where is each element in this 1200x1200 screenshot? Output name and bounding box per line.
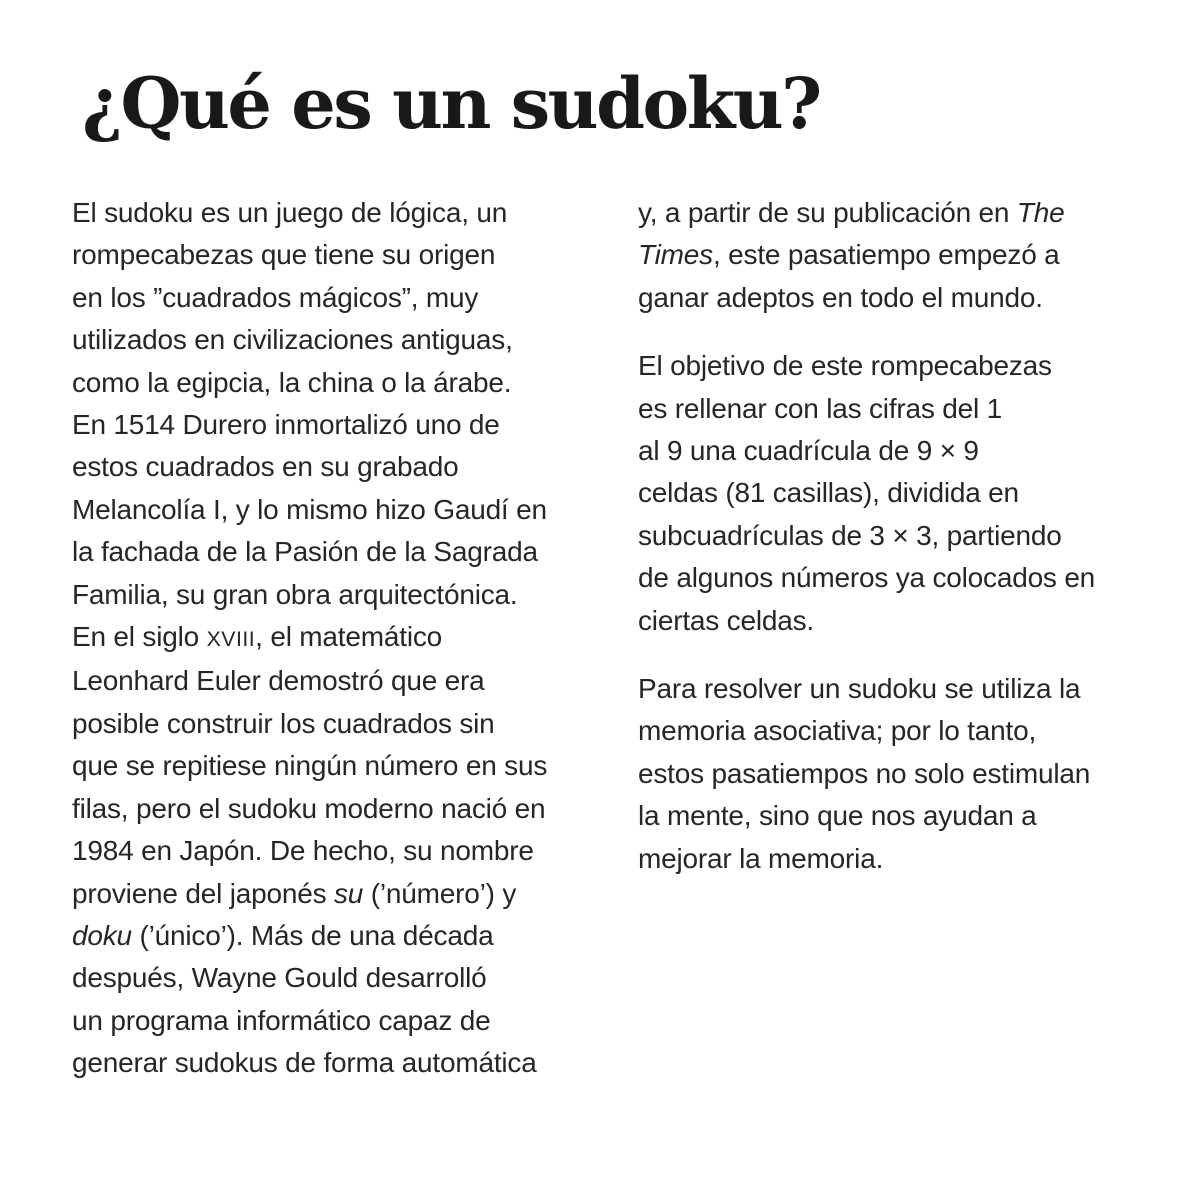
text-line [72, 788, 622, 830]
paragraph [72, 192, 622, 1085]
text-line [72, 703, 622, 745]
text-line [638, 472, 1168, 514]
text-segment: En el siglo [72, 621, 207, 653]
text-line [72, 404, 622, 446]
text-line [638, 838, 1168, 880]
text-segment: es rellenar con las cifras del 1 [638, 392, 1002, 424]
text-line [638, 192, 1168, 234]
text-line [638, 388, 1168, 430]
text-segment: la fachada de la Pasión de la Sagrada [72, 536, 538, 568]
text-line [72, 192, 622, 234]
paragraph [638, 668, 1168, 880]
text-line [638, 345, 1168, 387]
text-segment: , el matemático [255, 621, 443, 653]
text-segment: ciertas celdas. [638, 604, 814, 636]
text-segment: generar sudokus de forma automática [72, 1047, 537, 1079]
text-line [638, 430, 1168, 472]
text-segment: estos cuadrados en su grabado [72, 451, 459, 483]
right-column [638, 192, 1168, 880]
text-line [72, 319, 622, 361]
text-segment: estos pasatiempos no solo estimulan [638, 757, 1091, 789]
text-line [72, 362, 622, 404]
text-segment: mejorar la memoria. [638, 842, 884, 874]
text-segment: 1984 en Japón. De hecho, su nombre [72, 835, 534, 867]
paragraph [638, 192, 1168, 319]
text-segment: un programa informático capaz de [72, 1004, 491, 1036]
text-line [72, 489, 622, 531]
text-line [72, 446, 622, 488]
text-segment: El objetivo de este rompecabezas [638, 350, 1052, 382]
page-title: ¿Qué es un sudoku? [82, 62, 820, 145]
text-segment: memoria asociativa; por lo tanto, [638, 715, 1037, 747]
text-segment: utilizados en civilizaciones antiguas, [72, 324, 513, 356]
text-segment: en los ”cuadrados mágicos”, muy [72, 281, 479, 313]
text-segment: rompecabezas que tiene su origen [72, 239, 496, 271]
text-segment: Para resolver un sudoku se utiliza la [638, 673, 1081, 705]
text-segment: posible construir los cuadrados sin [72, 707, 495, 739]
text-segment: (’único’). Más de una década [131, 919, 494, 951]
text-segment: al 9 una cuadrícula de 9 × 9 [638, 435, 979, 467]
text-segment: la mente, sino que nos ayudan a [638, 800, 1037, 832]
text-line [72, 234, 622, 276]
paragraph [638, 345, 1168, 642]
text-line [638, 710, 1168, 752]
text-line [638, 600, 1168, 642]
text-segment: celdas (81 casillas), dividida en [638, 477, 1019, 509]
text-line [72, 915, 622, 957]
left-column [72, 192, 622, 1085]
italic-text: Times [638, 239, 713, 271]
text-line [72, 616, 622, 660]
text-segment: como la egipcia, la china o la árabe. [72, 366, 512, 398]
text-segment: , este pasatiempo empezó a [712, 239, 1060, 271]
text-line [72, 745, 622, 787]
text-segment: que se repitiese ningún número en sus [72, 750, 548, 782]
text-line [72, 531, 622, 573]
text-line [72, 1000, 622, 1042]
text-segment: ganar adeptos en todo el mundo. [638, 281, 1043, 313]
text-line [72, 660, 622, 702]
text-segment: (’número’) y [363, 877, 517, 909]
text-segment: de algunos números ya colocados en [638, 562, 1096, 594]
text-segment: filas, pero el sudoku moderno nació en [72, 792, 546, 824]
text-line [638, 795, 1168, 837]
text-segment: En 1514 Durero inmortalizó uno de [72, 409, 500, 441]
text-segment: y, a partir de su publicación en [638, 197, 1017, 228]
text-line [638, 277, 1168, 319]
smallcaps-text: XVIII [206, 627, 256, 652]
text-segment: subcuadrículas de 3 × 3, partiendo [638, 519, 1062, 551]
italic-text: The [1016, 197, 1065, 228]
text-line [638, 557, 1168, 599]
text-line [72, 957, 622, 999]
italic-text: su [334, 877, 364, 909]
text-line [72, 277, 622, 319]
text-line [638, 234, 1168, 276]
text-line [638, 515, 1168, 557]
text-segment: Melancolía I, y lo mismo hizo Gaudí en [72, 493, 547, 525]
text-segment: después, Wayne Gould desarrolló [72, 962, 487, 994]
text-line [638, 668, 1168, 710]
text-line [72, 574, 622, 616]
text-line [72, 873, 622, 915]
text-line [72, 1042, 622, 1084]
italic-text: doku [72, 919, 132, 951]
text-line [638, 753, 1168, 795]
text-segment: Leonhard Euler demostró que era [72, 665, 485, 697]
text-segment: Familia, su gran obra arquitectónica. [72, 578, 518, 610]
text-segment: proviene del japonés [72, 877, 334, 909]
text-segment: El sudoku es un juego de lógica, un [72, 197, 508, 228]
text-line [72, 830, 622, 872]
